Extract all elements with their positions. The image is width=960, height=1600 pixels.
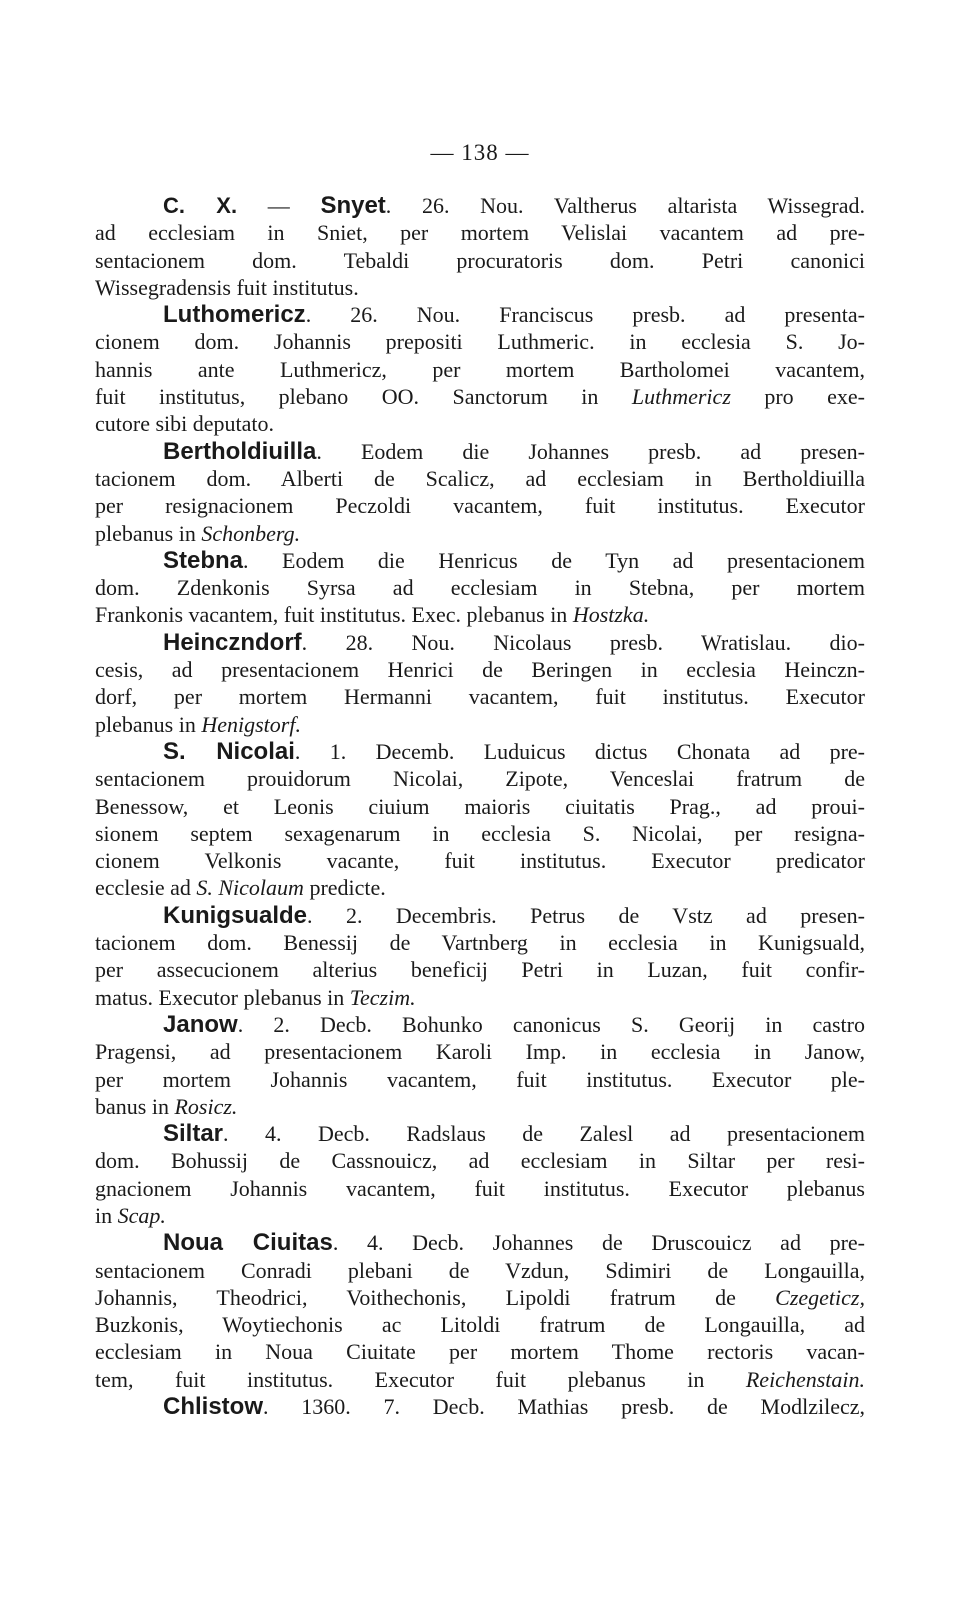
entry-text: matus. Executor plebanus in xyxy=(95,984,350,1010)
entry-text: . 26. Nou. Franciscus presb. ad presenta- xyxy=(305,302,865,328)
entry-text: dorf, per mortem Hermanni vacantem, fuit institutus. Executor xyxy=(95,684,865,710)
entry-prefix: S. xyxy=(163,737,217,765)
text-line xyxy=(95,1393,865,1420)
entry-text: sionem septem sexagenarum in ecclesia S. Nicolai, per resigna- xyxy=(95,820,865,846)
entry-heading: Chlistow xyxy=(163,1393,263,1421)
register-entry xyxy=(95,438,865,547)
text-line xyxy=(95,1257,865,1284)
entry-text: tacionem dom. Benessij de Vartnberg in ecclesia in Kunigsuald, xyxy=(95,930,865,956)
text-line xyxy=(95,383,865,410)
text-line xyxy=(95,984,865,1011)
text-line xyxy=(95,656,865,683)
entry-text: . 4. Decb. Radslaus de Zalesl ad presentacionem xyxy=(223,1121,865,1147)
text-line xyxy=(95,520,865,547)
text-line xyxy=(95,328,865,355)
entry-text: in xyxy=(95,1202,118,1228)
entry-text: cesis, ad presentacionem Henrici de Beringen in ecclesia Heinczn- xyxy=(95,657,865,683)
entry-heading: Kunigsualde xyxy=(163,901,308,929)
entry-text: per assecucionem alterius beneficij Petri in Luzan, fuit confir- xyxy=(95,957,865,983)
place-name: Luthmericz xyxy=(631,384,731,410)
text-line xyxy=(95,1120,865,1147)
entry-text: hannis ante Luthmericz, per mortem Bartholomei vacantem, xyxy=(95,356,865,382)
register-entry xyxy=(95,738,865,902)
register-text xyxy=(95,192,865,1420)
text-line xyxy=(95,247,865,274)
place-name: Henigstorf. xyxy=(201,711,301,737)
text-line xyxy=(95,601,865,628)
entry-text: . 4. Decb. Johannes de Druscouicz ad pre- xyxy=(332,1230,865,1256)
entry-text: sentacionem dom. Tebaldi procuratoris dom. Petri canonici xyxy=(95,247,865,273)
entry-text: plebanus in xyxy=(95,520,202,546)
text-line xyxy=(95,492,865,519)
place-name: S. Nicolaum xyxy=(196,875,304,901)
text-line xyxy=(95,711,865,738)
entry-text: . 2. Decembris. Petrus de Vstz ad presen- xyxy=(307,902,865,928)
entry-text: Pragensi, ad presentacionem Karoli Imp. in ecclesia in Janow, xyxy=(95,1039,865,1065)
text-line xyxy=(95,929,865,956)
text-line xyxy=(95,1202,865,1229)
text-line xyxy=(95,765,865,792)
text-line xyxy=(95,1366,865,1393)
text-line xyxy=(95,410,865,437)
entry-heading: Nicolai xyxy=(216,737,295,765)
register-entry xyxy=(95,1393,865,1420)
entry-heading: Siltar xyxy=(163,1120,224,1148)
entry-text: predicte. xyxy=(303,875,386,901)
entry-text: . 28. Nou. Nicolaus presb. Wratislau. dio- xyxy=(301,629,865,655)
text-line xyxy=(95,820,865,847)
entry-text: Buzkonis, Woytiechonis ac Litoldi fratrum de Longauilla, ad xyxy=(95,1312,865,1338)
entry-text: pro exe- xyxy=(730,384,865,410)
entry-text: Frankonis vacantem, fuit institutus. Exec. plebanus in xyxy=(95,602,573,628)
entry-text: — xyxy=(237,193,321,218)
entry-text: tacionem dom. Alberti de Scalicz, ad ecclesiam in Bertholdiuilla xyxy=(95,465,865,491)
text-line xyxy=(95,1338,865,1365)
entry-text: cutore sibi deputato. xyxy=(95,411,275,437)
entry-text: per resignacionem Peczoldi vacantem, fuit institutus. Executor xyxy=(95,493,865,519)
register-entry xyxy=(95,547,865,629)
entry-text: cionem Velkonis vacante, fuit institutus. Executor predicator xyxy=(95,848,865,874)
text-line xyxy=(95,219,865,246)
text-line xyxy=(95,547,865,574)
entry-text: . 2. Decb. Bohunko canonicus S. Georij in castro xyxy=(237,1011,865,1037)
text-line xyxy=(95,301,865,328)
place-name: Rosicz. xyxy=(174,1093,238,1119)
text-line xyxy=(95,847,865,874)
entry-text: tem, fuit institutus. Executor fuit plebanus in xyxy=(95,1366,746,1392)
text-line xyxy=(95,1175,865,1202)
entry-text: . 1360. 7. Decb. Mathias presb. de Modlzilecz, xyxy=(263,1394,865,1420)
page-number: — 138 — xyxy=(430,140,530,165)
entry-text: . Eodem die Henricus de Tyn ad presentacionem xyxy=(243,547,865,573)
entry-text: plebanus in xyxy=(95,711,202,737)
entry-heading: Noua Ciuitas xyxy=(163,1229,333,1257)
text-line xyxy=(95,956,865,983)
text-line xyxy=(95,1066,865,1093)
text-line xyxy=(95,1038,865,1065)
entry-text: Johannis, Theodrici, Voithechonis, Lipoldi fratrum de xyxy=(95,1284,776,1310)
entry-heading: C. X. xyxy=(163,193,238,218)
text-line xyxy=(95,1093,865,1120)
entry-text: . Eodem die Johannes presb. ad presen- xyxy=(316,438,865,464)
register-entry xyxy=(95,1120,865,1229)
text-line xyxy=(95,465,865,492)
entry-text: sentacionem prouidorum Nicolai, Zipote, Venceslai fratrum de xyxy=(95,766,865,792)
entry-text: fuit institutus, plebano OO. Sanctorum in xyxy=(95,384,632,410)
entry-text: dom. Bohussij de Cassnouicz, ad ecclesiam in Siltar per resi- xyxy=(95,1148,865,1174)
entry-heading: Janow xyxy=(163,1010,238,1038)
place-name: Czegeticz, xyxy=(775,1284,865,1310)
text-line xyxy=(95,902,865,929)
entry-text: dom. Zdenkonis Syrsa ad ecclesiam in Stebna, per mortem xyxy=(95,575,865,601)
text-line xyxy=(95,574,865,601)
text-line xyxy=(95,1147,865,1174)
register-entry xyxy=(95,902,865,1011)
entry-text: ecclesie ad xyxy=(95,875,197,901)
entry-text: Wissegradensis fuit institutus. xyxy=(95,274,359,300)
text-line xyxy=(95,1284,865,1311)
entry-heading: Snyet xyxy=(320,192,386,219)
entry-heading: Stebna xyxy=(163,546,244,574)
entry-text: ad ecclesiam in Sniet, per mortem Velislai vacantem ad pre- xyxy=(95,220,865,246)
text-line xyxy=(95,438,865,465)
text-line xyxy=(95,683,865,710)
text-line xyxy=(95,1229,865,1256)
entry-text: sentacionem Conradi plebani de Vzdun, Sdimiri de Longauilla, xyxy=(95,1257,865,1283)
register-entry xyxy=(95,629,865,738)
register-entry xyxy=(95,1011,865,1120)
entry-text: banus in xyxy=(95,1093,175,1119)
place-name: Schonberg. xyxy=(201,520,301,546)
text-line xyxy=(95,793,865,820)
place-name: Scap. xyxy=(117,1202,166,1228)
place-name: Reichenstain. xyxy=(745,1366,865,1392)
entry-text: Benessow, et Leonis ciuium maioris ciuitatis Prag., ad proui- xyxy=(95,793,865,819)
register-entry xyxy=(95,301,865,437)
text-line xyxy=(95,874,865,901)
entry-heading: Luthomericz xyxy=(163,301,306,329)
text-line xyxy=(95,192,865,219)
entry-text: ecclesiam in Noua Ciuitate per mortem Thome rectoris vacan- xyxy=(95,1339,865,1365)
text-line xyxy=(95,1311,865,1338)
register-entry xyxy=(95,192,865,301)
place-name: Hostzka. xyxy=(572,602,650,628)
entry-heading: Heinczndorf xyxy=(163,628,302,656)
entry-text: cionem dom. Johannis prepositi Luthmeric. in ecclesia S. Jo- xyxy=(95,329,865,355)
entry-text: per mortem Johannis vacantem, fuit institutus. Executor ple- xyxy=(95,1066,865,1092)
register-entry xyxy=(95,1229,865,1393)
text-line xyxy=(95,1011,865,1038)
entry-text: . 26. Nou. Valtherus altarista Wissegrad. xyxy=(385,193,865,218)
text-line xyxy=(95,738,865,765)
text-line xyxy=(95,274,865,301)
entry-text: . 1. Decemb. Luduicus dictus Chonata ad pre- xyxy=(294,738,866,764)
text-line xyxy=(95,356,865,383)
entry-heading: Bertholdiuilla xyxy=(163,437,317,465)
place-name: Teczim. xyxy=(349,984,416,1010)
text-line xyxy=(95,629,865,656)
entry-text: gnacionem Johannis vacantem, fuit institutus. Executor plebanus xyxy=(95,1175,865,1201)
